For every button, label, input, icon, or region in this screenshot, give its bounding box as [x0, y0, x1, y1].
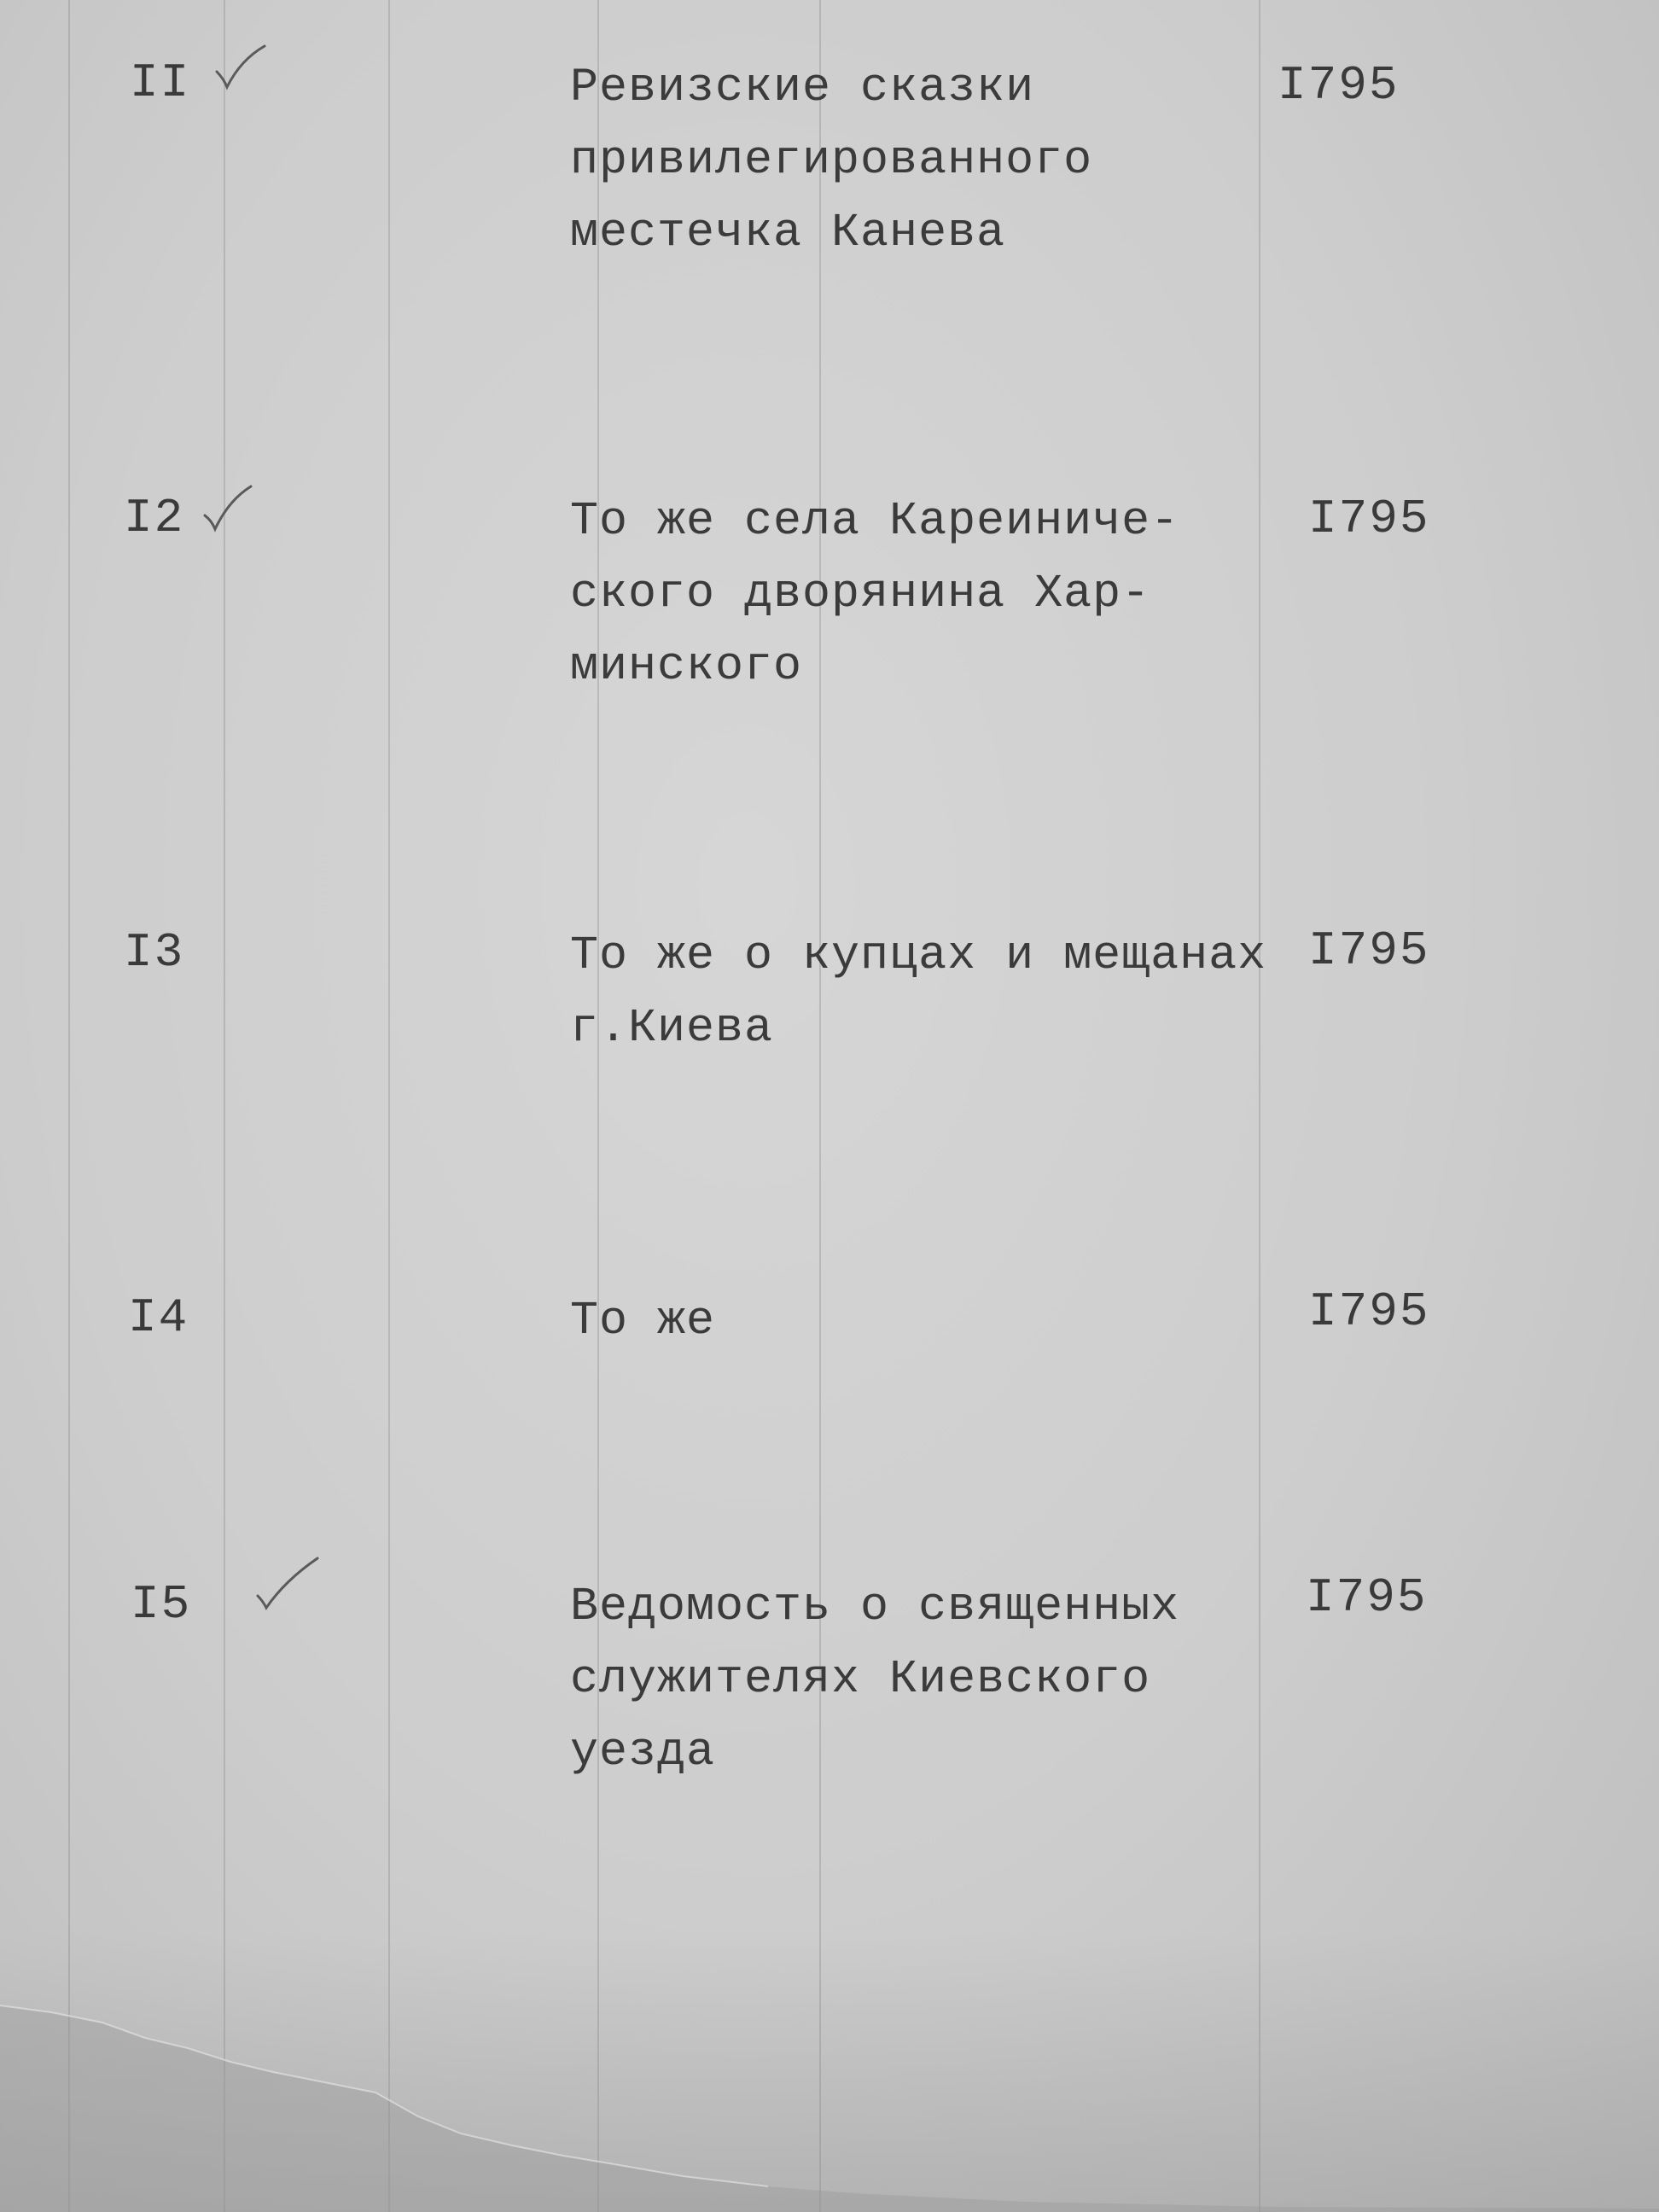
description-line: минского: [570, 639, 803, 693]
description-line: То же села Кареиниче-: [570, 494, 1180, 548]
description-line: г.Киева: [570, 1001, 774, 1055]
entry-number: II: [130, 55, 191, 110]
entry-number: I5: [131, 1577, 192, 1632]
description-line: служителях Киевского: [570, 1652, 1151, 1706]
entry-number: I2: [124, 491, 185, 545]
description-line: местечка Канева: [570, 206, 1006, 259]
ruling-line: [224, 0, 225, 2212]
entry-description: [570, 1284, 715, 1357]
entry-description: [570, 485, 1179, 702]
checkmark-icon: [254, 1555, 323, 1615]
description-line: уезда: [570, 1725, 716, 1778]
entry-year: I795: [1278, 58, 1400, 113]
description-line: привилегированного: [570, 133, 1093, 187]
entry-year: I795: [1308, 1284, 1430, 1339]
entry-year: I795: [1308, 923, 1430, 978]
entry-year: I795: [1308, 492, 1430, 546]
ruling-line: [819, 0, 821, 2212]
ruling-line: [1259, 0, 1260, 2212]
ruling-line: [388, 0, 390, 2212]
entry-description: [570, 919, 1266, 1064]
checkmark-icon: [212, 41, 280, 101]
description-line: Ведомость о священных: [570, 1580, 1180, 1633]
description-line: Ревизские сказки: [570, 61, 1035, 114]
ruling-line: [597, 0, 599, 2212]
description-line: ского дворянина Хар-: [570, 567, 1151, 620]
entry-year: I795: [1306, 1570, 1428, 1625]
ruling-line: [68, 0, 70, 2212]
checkmark-icon: [201, 480, 270, 539]
description-line: То же о купцах и мещанах: [570, 928, 1267, 982]
torn-page-edge: [0, 1988, 1659, 2212]
entry-description: [570, 1570, 1179, 1788]
entry-description: [570, 51, 1092, 269]
entry-number: I4: [128, 1290, 189, 1345]
entry-number: I3: [124, 925, 185, 980]
description-line: То же: [570, 1294, 716, 1348]
